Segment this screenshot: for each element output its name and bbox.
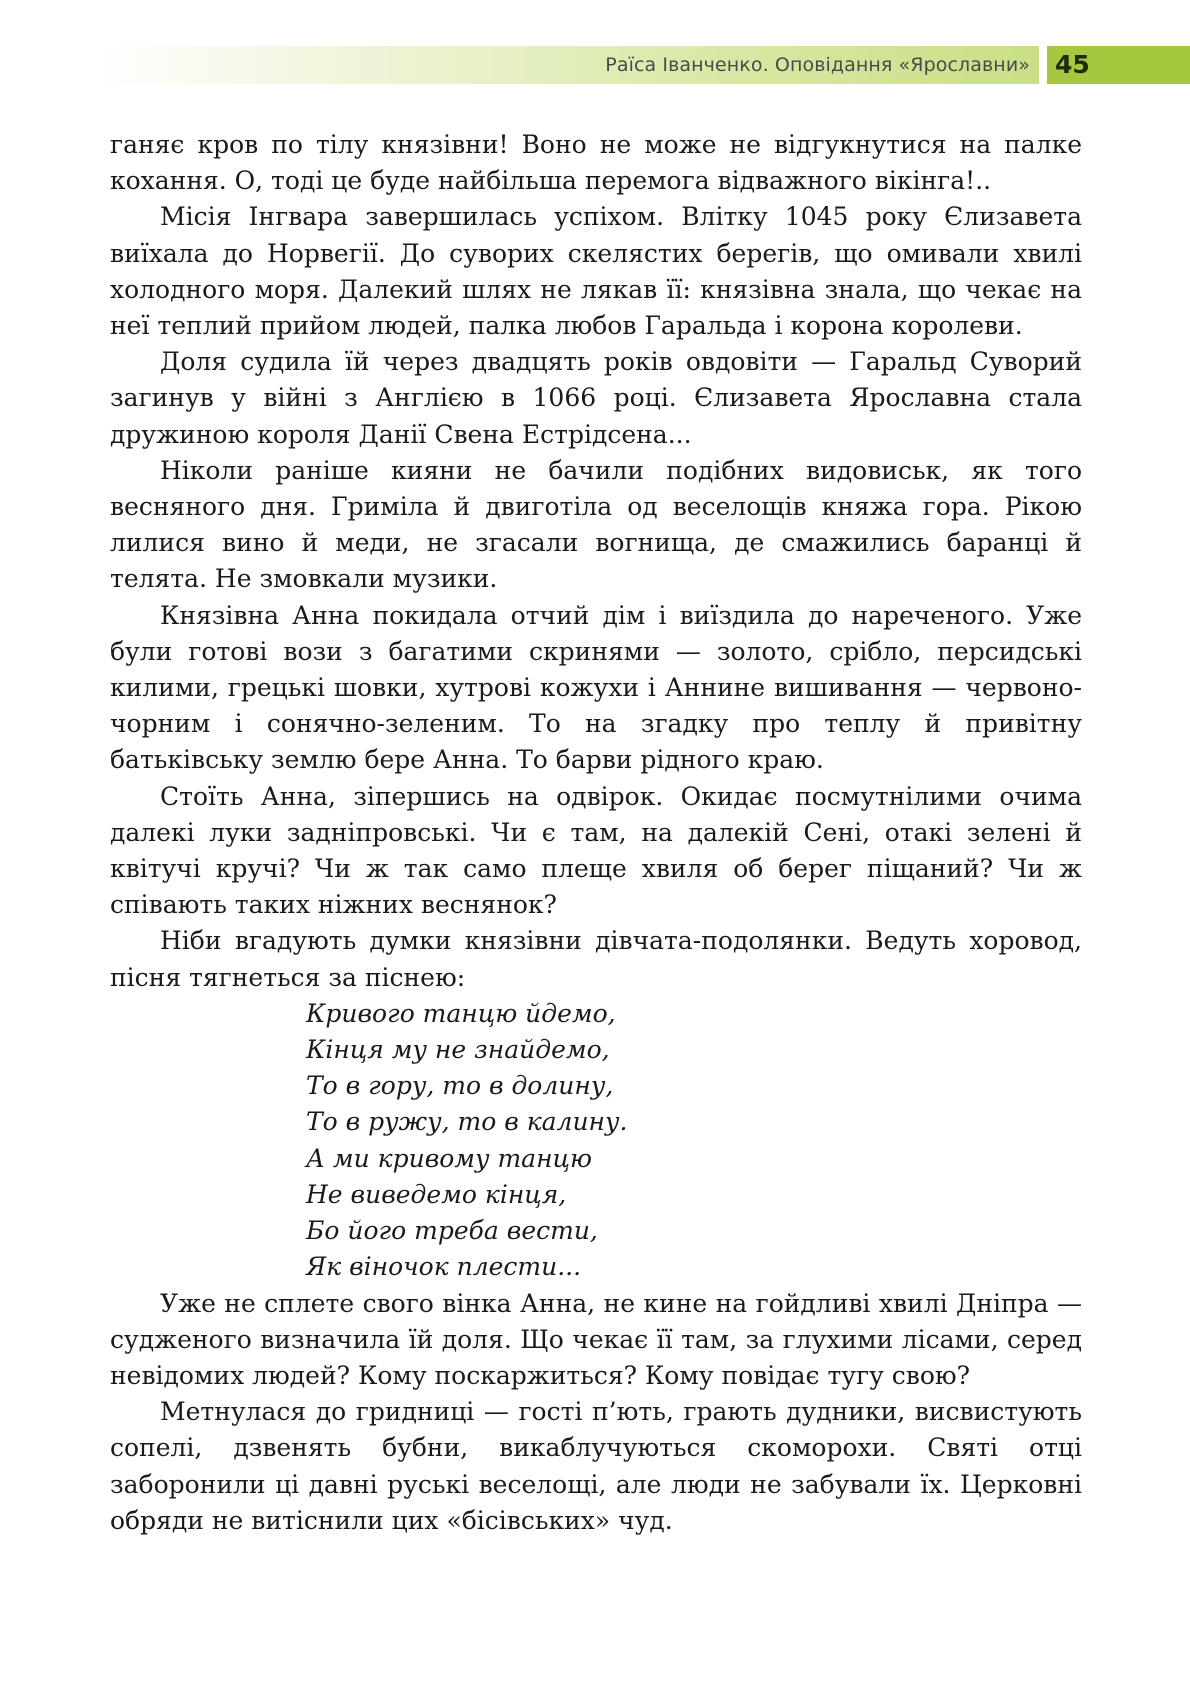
body-text bbox=[110, 127, 1082, 1539]
paragraph: Ніби вгадують думки князівни дівчата-подолянки. Ведуть хоровод, пісня тягнеться за піснею: bbox=[110, 926, 1082, 992]
paragraph: Князівна Анна покидала отчий дім і виїздила до нареченого. Уже були готові вози з багатими скринями — золото, срібло, перcидські килими, грецькі шовки, хутрові кожухи і Аннине вишивання — червоно-чорним і сонячно-зеленим. То на згадку про теплу й привітну батьківську землю бере Анна. То барви рідного краю. bbox=[110, 600, 1082, 775]
verse-line: Кінця му не знайдемо, bbox=[306, 1035, 610, 1065]
paragraph: Уже не сплете свого вінка Анна, не кине на гойдливі хвилі Дніпра — судженого визначила їй доля. Що чекає її там, за глухими лісами, серед невідомих людей? Кому поскаржиться? Кому повідає тугу свою? bbox=[110, 1288, 1082, 1390]
paragraph: Метнулася до гридниці — гості п’ють, грають дудники, висвистують сопелі, дзвенять бубни, викаблучуються скоморохи. Святі отці заборонили ці давні руські веселощі, але люди не забували їх. Церковні обряди не витіснили цих «бісівських» чуд. bbox=[110, 1397, 1082, 1535]
song-verse bbox=[110, 996, 1082, 1286]
paragraph: Місія Інгвара завершилась успіхом. Влітку 1045 року Єлизавета виїхала до Норвегії. До суворих скелястих берегів, що омивали хвилі холодного моря. Далекий шлях не лякав її: князівна знала, що чекає на неї теплий прийом людей, палка любов Гаральда і корона королеви. bbox=[110, 202, 1082, 341]
paragraph: ганяє кров по тілу князівни! Воно не може не відгукнутися на палке кохання. О, тоді це буде найбільша перемога відважного вікінга!.. bbox=[110, 130, 1082, 196]
verse-line: Не виведемо кінця, bbox=[306, 1179, 567, 1209]
verse-line: Як віночок плести... bbox=[306, 1252, 582, 1282]
paragraph: Ніколи раніше кияни не бачили подібних видовиськ, як того весняного дня. Гриміла й двиготіла од веселощів княжа гора. Рікою лилися вино й меди, не згасали вогнища, де смажились баранці й телята. Не змовкали музики. bbox=[110, 455, 1082, 594]
verse-line: Бо його треба вести, bbox=[306, 1216, 598, 1246]
verse-line: То в ружу, то в калину. bbox=[306, 1107, 628, 1137]
page-number: 45 bbox=[1055, 50, 1090, 79]
paragraph: Доля судила їй через двадцять років овдовіти — Гаральд Суворий загинув у війні з Англією в 1066 році. Єлизавета Ярославна стала дружиною короля Данії Свена Естрідсена... bbox=[110, 347, 1082, 449]
running-header-title: Раїса Іванченко. Оповідання «Ярославни» bbox=[605, 54, 1030, 76]
verse-line: Кривого танцю йдемо, bbox=[306, 998, 616, 1028]
verse-line: То в гору, то в долину, bbox=[306, 1071, 614, 1101]
paragraph: Стоїть Анна, зіпершись на одвірок. Окидає посмутнілими очима далекі луки задніпровські. Чи є там, на далекій Сені, отакі зелені й квітучі кручі? Чи ж так само плеще хвиля об берег піщаний? Чи ж співають таких ніжних веснянок? bbox=[110, 781, 1082, 920]
verse-line: А ми кривому танцю bbox=[306, 1143, 592, 1173]
